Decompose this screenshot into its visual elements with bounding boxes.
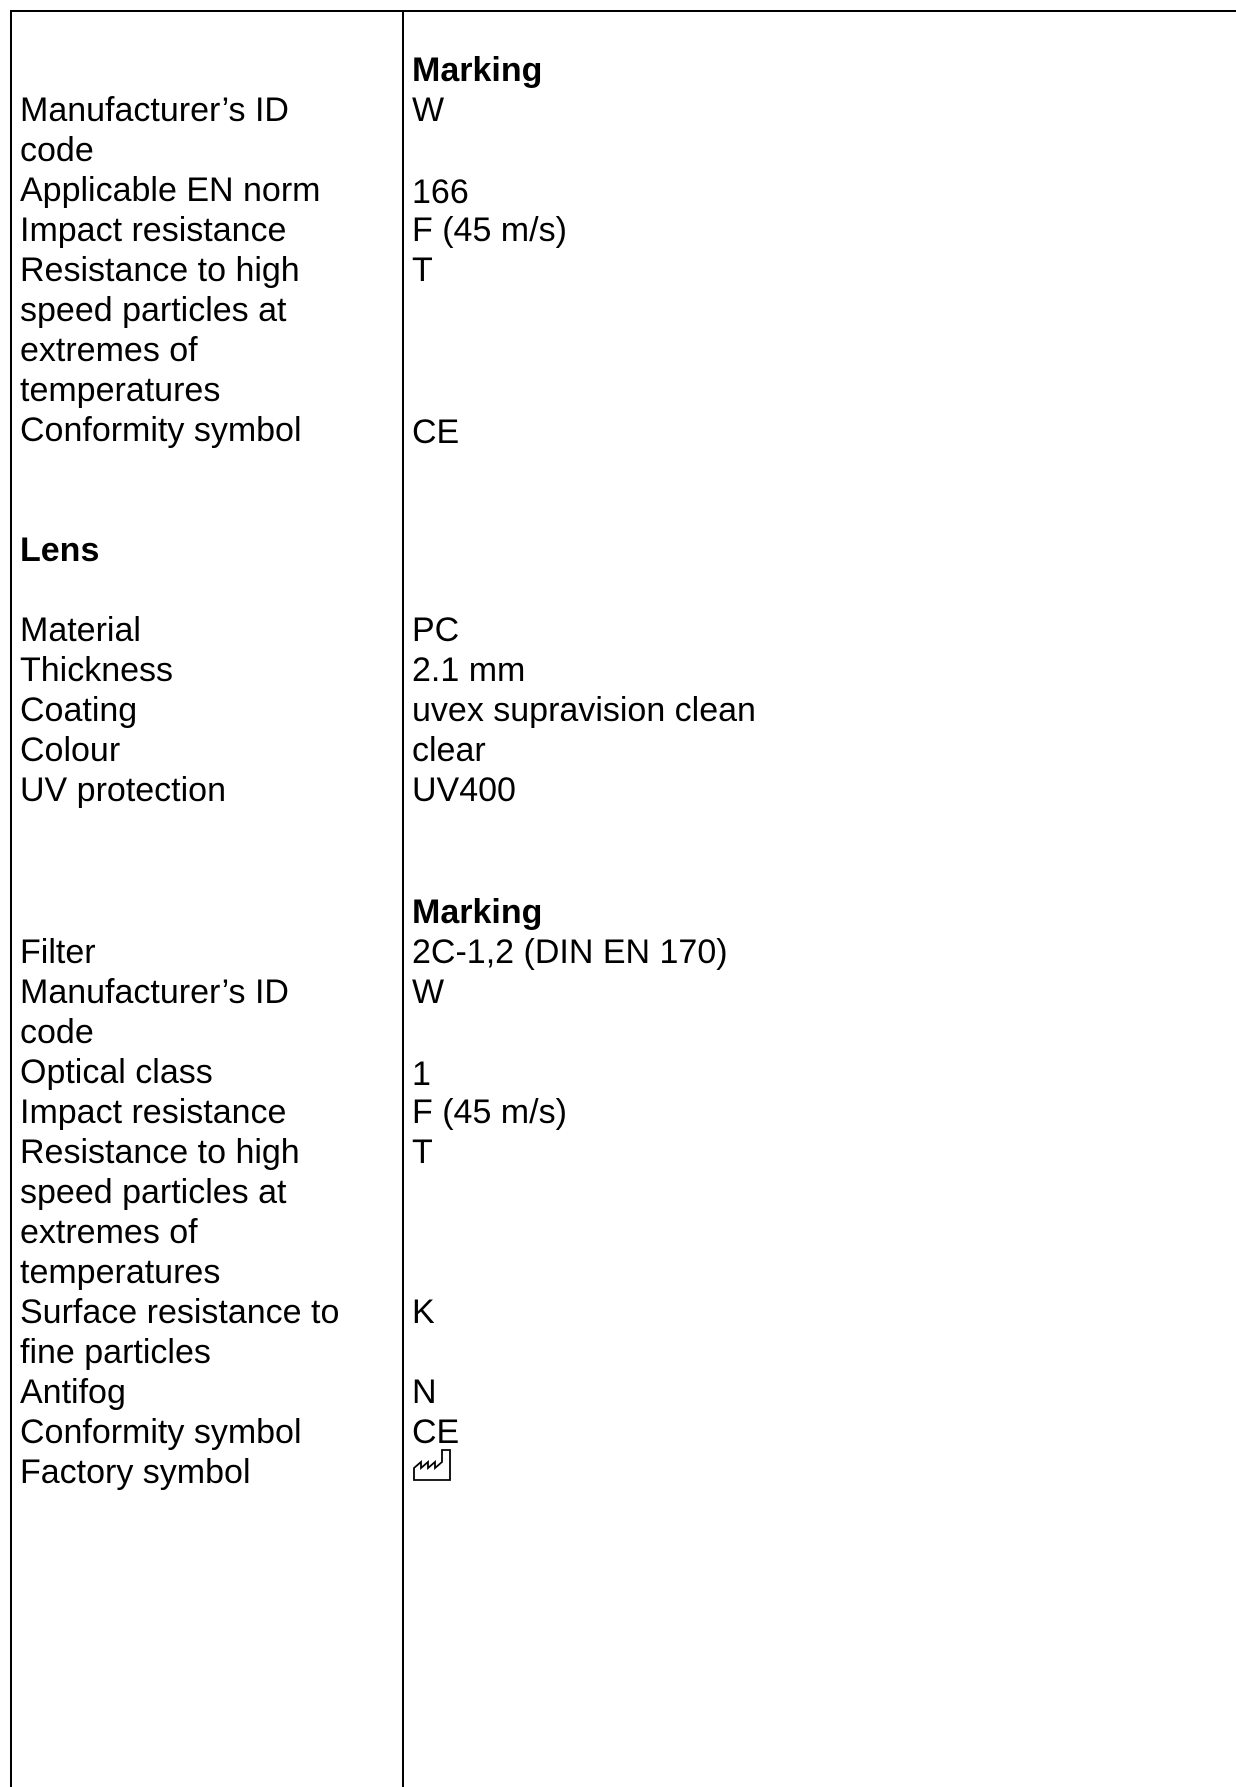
- label-high-speed-2b: speed particles at: [20, 1173, 287, 1211]
- value-high-speed-2: T: [412, 1133, 433, 1171]
- label-filter: Filter: [20, 933, 96, 971]
- lens-heading: Lens: [20, 531, 100, 569]
- value-impact-resistance-1: F (45 m/s): [412, 211, 567, 249]
- label-uv-protection: UV protection: [20, 771, 226, 809]
- marking-heading-2: Marking: [412, 893, 543, 931]
- label-factory-symbol: Factory symbol: [20, 1453, 251, 1491]
- label-manufacturer-id-1b: code: [20, 131, 94, 169]
- label-thickness: Thickness: [20, 651, 174, 689]
- value-factory-symbol: [412, 1450, 1212, 1495]
- value-applicable-en-norm: 166: [412, 173, 469, 211]
- label-surface-resistance-a: Surface resistance to: [20, 1293, 340, 1331]
- label-high-speed-1a: Resistance to high: [20, 251, 300, 289]
- value-high-speed-1: T: [412, 251, 433, 289]
- label-surface-resistance-b: fine particles: [20, 1333, 211, 1371]
- label-high-speed-1d: temperatures: [20, 371, 221, 409]
- label-conformity-symbol-2: Conformity symbol: [20, 1413, 302, 1451]
- label-high-speed-2d: temperatures: [20, 1253, 221, 1291]
- label-impact-resistance-1: Impact resistance: [20, 211, 287, 249]
- value-impact-resistance-2: F (45 m/s): [412, 1093, 567, 1131]
- value-colour: clear: [412, 731, 486, 769]
- label-conformity-symbol-1: Conformity symbol: [20, 411, 302, 449]
- value-antifog: N: [412, 1373, 437, 1411]
- value-optical-class: 1: [412, 1055, 431, 1093]
- value-thickness: 2.1 mm: [412, 651, 526, 689]
- factory-symbol-icon: [412, 1448, 454, 1494]
- column-divider: [402, 10, 404, 1787]
- label-optical-class: Optical class: [20, 1053, 213, 1091]
- label-impact-resistance-2: Impact resistance: [20, 1093, 287, 1131]
- value-material: PC: [412, 611, 460, 649]
- marking-heading-1: Marking: [412, 51, 543, 89]
- label-material: Material: [20, 611, 141, 649]
- label-colour: Colour: [20, 731, 121, 769]
- value-conformity-symbol-1: CE: [412, 413, 460, 451]
- label-high-speed-2a: Resistance to high: [20, 1133, 300, 1171]
- label-manufacturer-id-2a: Manufacturer’s ID: [20, 973, 289, 1011]
- value-manufacturer-id-1: W: [412, 91, 445, 129]
- label-high-speed-1c: extremes of: [20, 331, 198, 369]
- value-uv-protection: UV400: [412, 771, 516, 809]
- value-manufacturer-id-2: W: [412, 973, 445, 1011]
- label-manufacturer-id-2b: code: [20, 1013, 94, 1051]
- value-coating: uvex supravision clean: [412, 691, 756, 729]
- label-high-speed-1b: speed particles at: [20, 291, 287, 329]
- label-applicable-en-norm: Applicable EN norm: [20, 171, 321, 209]
- label-antifog: Antifog: [20, 1373, 126, 1411]
- value-conformity-symbol-2: CE: [412, 1413, 460, 1451]
- value-surface-resistance: K: [412, 1293, 435, 1331]
- label-coating: Coating: [20, 691, 138, 729]
- label-high-speed-2c: extremes of: [20, 1213, 198, 1251]
- label-manufacturer-id-1a: Manufacturer’s ID: [20, 91, 289, 129]
- value-filter: 2C-1,2 (DIN EN 170): [412, 933, 728, 971]
